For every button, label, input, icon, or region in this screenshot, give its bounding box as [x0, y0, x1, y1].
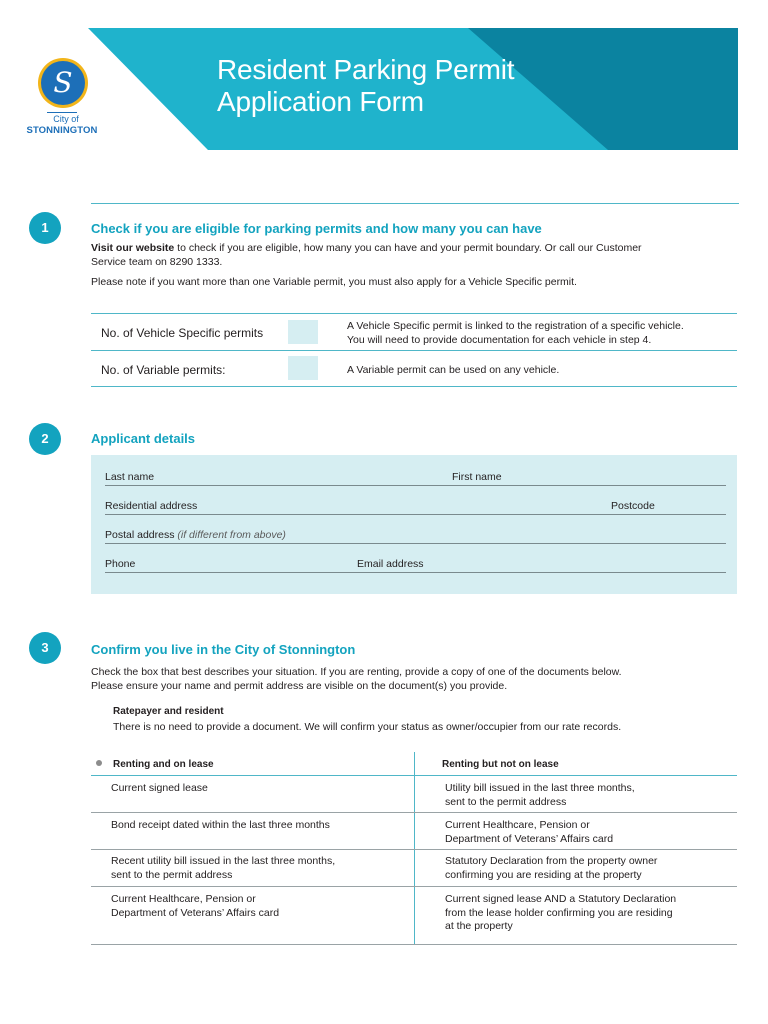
ratepayer-title: Ratepayer and resident: [113, 706, 224, 717]
variable-permits-label: No. of Variable permits:: [101, 363, 226, 377]
permits-table-mid-rule: [91, 350, 737, 351]
col1-item-1: Current signed lease: [111, 782, 208, 794]
variable-permits-count-input[interactable]: [288, 356, 318, 380]
variable-permits-note: A Variable permit can be used on any vehicle.: [347, 364, 560, 376]
stonnington-logo-icon: S: [38, 58, 88, 108]
permits-table-top-rule: [91, 313, 737, 314]
docs-row-rule-1: [91, 812, 737, 813]
section3-heading: Confirm you live in the City of Stonnington: [91, 642, 356, 657]
renting-on-lease-heading: Renting and on lease: [113, 759, 214, 770]
col1-item-4: Current Healthcare, Pension or Department of Veterans’ Affairs card: [111, 893, 280, 919]
section3-intro: Check the box that best describes your situation. If you are renting, provide a copy of one of the documents below. Please ensure your name and permit address are visible on the document(s) you provide.: [91, 666, 622, 692]
logo-divider: [47, 112, 77, 113]
section1-para1: Visit our website to check if you are eligible, how many you can have and your permit boundary. Or call our Customer Service team on 8290 1333.: [91, 242, 642, 268]
section2-heading: Applicant details: [91, 431, 196, 446]
vehicle-specific-note: A Vehicle Specific permit is linked to the registration of a specific vehicle. You will need to provide documentation for each vehicle in step 4.: [347, 320, 684, 346]
page-title: [217, 54, 514, 118]
vehicle-specific-count-input[interactable]: [288, 320, 318, 344]
step-2-badge: 2: [29, 423, 61, 455]
visit-website-link[interactable]: Visit our website: [91, 242, 175, 254]
docs-row-rule-3: [91, 886, 737, 887]
step-3-badge: 3: [29, 632, 61, 664]
last-name-label: Last name: [105, 471, 155, 483]
renting-not-on-lease-heading: Renting but not on lease: [442, 759, 559, 770]
permits-table-bottom-rule: [91, 386, 737, 387]
section1-para2: Please note if you want more than one Variable permit, you must also apply for a Vehicle Specific permit.: [91, 276, 577, 288]
residential-address-label: Residential address: [105, 500, 198, 512]
name-input-line[interactable]: [105, 485, 726, 486]
first-name-label: First name: [452, 471, 502, 483]
docs-header-rule: [91, 775, 737, 776]
column-divider: [414, 752, 415, 944]
col2-item-3: Statutory Declaration from the property owner confirming you are residing at the property: [445, 855, 658, 881]
logo-city-text: City of: [53, 114, 79, 124]
applicant-details-panel: [91, 455, 737, 594]
section1-heading: Check if you are eligible for parking permits and how many you can have: [91, 221, 542, 236]
col1-item-2: Bond receipt dated within the last three months: [111, 819, 330, 831]
logo-name-text: STONNINGTON: [26, 125, 98, 136]
postal-address-input-line[interactable]: [105, 543, 726, 544]
title-line-2: Application Form: [217, 86, 424, 117]
docs-row-rule-2: [91, 849, 737, 850]
title-line-1: Resident Parking Permit: [217, 54, 515, 85]
ratepayer-text: There is no need to provide a document. We will confirm your status as owner/occupier from our rate records.: [113, 721, 622, 733]
col2-item-1: Utility bill issued in the last three months, sent to the permit address: [445, 782, 635, 808]
col1-item-3: Recent utility bill issued in the last three months, sent to the permit address: [111, 855, 336, 881]
docs-bottom-rule: [91, 944, 737, 945]
bullet-icon: [96, 760, 102, 766]
residential-address-input-line[interactable]: [105, 514, 726, 515]
step-1-badge: 1: [29, 212, 61, 244]
postal-address-label: Postal address (if different from above): [105, 529, 286, 541]
col2-item-2: Current Healthcare, Pension or Department of Veterans’ Affairs card: [445, 819, 614, 845]
col2-item-4: Current signed lease AND a Statutory Declaration from the lease holder confirming you are residing at the property: [445, 893, 677, 932]
phone-label: Phone: [105, 558, 136, 570]
email-label: Email address: [357, 558, 424, 570]
postcode-label: Postcode: [611, 500, 655, 512]
section1-top-rule: [91, 203, 739, 204]
phone-email-input-line[interactable]: [105, 572, 726, 573]
vehicle-specific-label: No. of Vehicle Specific permits: [101, 326, 264, 340]
